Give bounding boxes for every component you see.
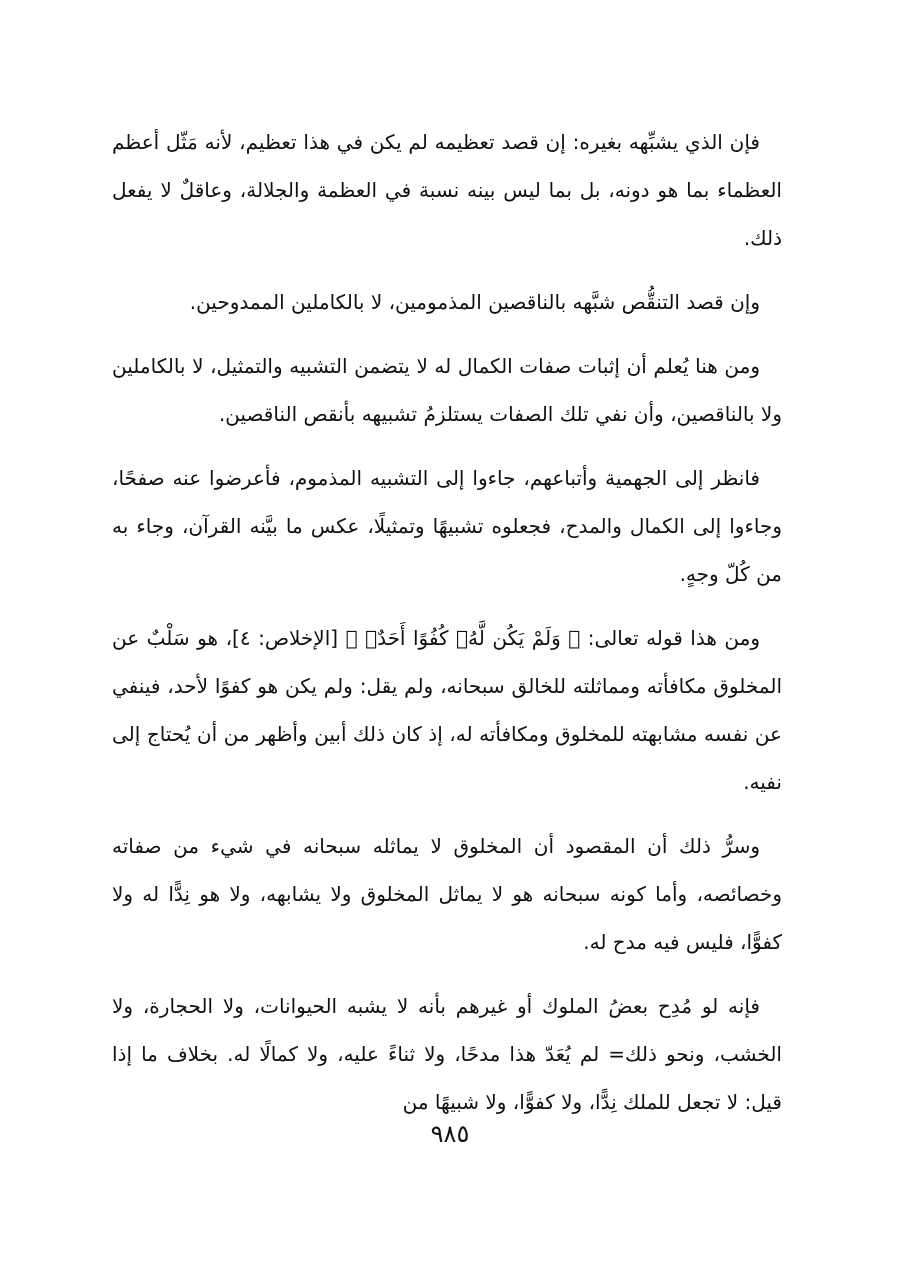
paragraph-6: وسرُّ ذلك أن المقصود أن المخلوق لا يماثله سبحانه في شيء من صفاته وخصائصه، وأما كونه سبحانه هو لا يماثل المخلوق ولا يشابهه، ولا هو نِدًّا له ولا كفوًّا، فليس فيه مدح له.: [112, 834, 782, 954]
paragraph-3: ومن هنا يُعلم أن إثبات صفات الكمال له لا يتضمن التشبيه والتمثيل، لا بالكاملين ولا بالناقصين، وأن نفي تلك الصفات يستلزمُ تشبيهه بأنقص الناقصين.: [112, 354, 782, 426]
paragraph-1: فإن الذي يشبِّهه بغيره: إن قصد تعظيمه لم يكن في هذا تعظيم، لأنه مَثّل أعظم العظماء بما هو دونه، بل بما ليس بينه نسبة في العظمة والجلالة، وعاقلٌ لا يفعل ذلك.: [112, 130, 782, 250]
page-body: [112, 118, 782, 1142]
paragraph-5: ومن هذا قوله تعالى: ﴿ وَلَمْ يَكُن لَّهُۥ كُفُوًا أَحَدٌۢ ﴾ [الإخلاص: ٤]، هو سَلْبٌ عن المخلوق مكافأته ومماثلته للخالق سبحانه، ولم يقل: ولم يكن هو كفوًا لأحد، فينفي عن نفسه مشابهته للمخلوق ومكافأته له، إذ كان ذلك أبين وأظهر من أن يُحتاج إلى نفيه.: [112, 626, 782, 794]
paragraph-4: فانظر إلى الجهمية وأتباعهم، جاءوا إلى التشبيه المذموم، فأعرضوا عنه صفحًا، وجاءوا إلى الكمال والمدح، فجعلوه تشبيهًا وتمثيلًا، عكس ما بيَّنه القرآن، وجاء به من كُلّ وجهٍ.: [112, 466, 782, 586]
page-number: ٩٨٥: [430, 1120, 470, 1148]
paragraph-2: وإن قصد التنقُّص شبَّهه بالناقصين المذمومين، لا بالكاملين الممدوحين.: [189, 290, 760, 314]
paragraph-7: فإنه لو مُدِح بعضُ الملوك أو غيرهم بأنه لا يشبه الحيوانات، ولا الحجارة، ولا الخشب، ونحو ذلك= لم يُعَدّ هذا مدحًا، ولا ثناءً عليه، ولا كمالًا له. بخلاف ما إذا قيل: لا تجعل للملك نِدًّا، ولا كفوًّا، ولا شبيهًا من: [112, 994, 782, 1114]
